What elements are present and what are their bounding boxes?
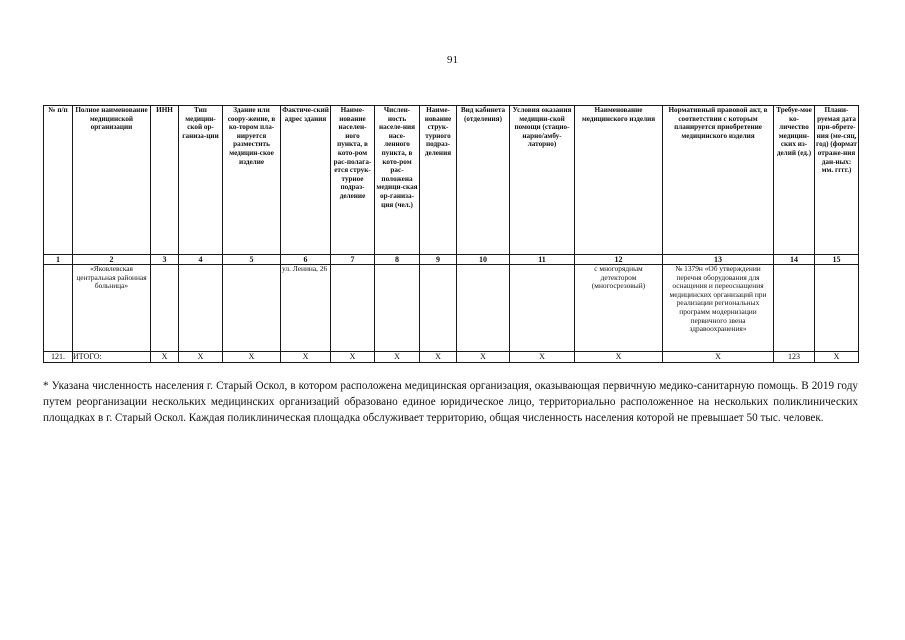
empty-cell: [815, 265, 859, 352]
device-name: с многорядным детектором (многосрезовый): [575, 265, 663, 352]
column-number: 15: [815, 255, 859, 265]
column-number: 12: [575, 255, 663, 265]
header-cell: Наиме-нование струк-турного подраз-деления: [420, 106, 457, 255]
equipment-table: [43, 105, 859, 363]
column-number: 1: [44, 255, 73, 265]
header-cell: Фактиче-ский адрес здания: [281, 106, 331, 255]
column-number: 3: [151, 255, 179, 265]
total-x-cell: Х: [281, 352, 331, 363]
total-quantity: 123: [774, 352, 815, 363]
total-x-cell: Х: [375, 352, 420, 363]
column-number: 13: [663, 255, 774, 265]
column-number: 5: [223, 255, 281, 265]
total-x-cell: Х: [510, 352, 575, 363]
header-cell: Числен-ность населе-ния насе-ленного пункта, в кото-ром рас-положена медици-ская ор-ганиза-ция (чел.): [375, 106, 420, 255]
header-cell: ИНН: [151, 106, 179, 255]
column-number: 14: [774, 255, 815, 265]
footnote: * Указана численность населения г. Старый Оскол, в котором расположена медицинская организация, оказывающая первичную медико-санитарную помощь. В 2019 году путем реорганизации нескольких медицинских организаций образовано единое юридическое лицо, территориально расположенное на нескольких поликлинических площадках в г. Старый Оскол. Каждая поликлиническая площадка обслуживает территорию, общая численность населения которой не превышает 50 тыс. человек.: [43, 380, 858, 425]
column-number: 6: [281, 255, 331, 265]
header-cell: Нормативный правовой акт, в соответствии с которым планируется приобретение медицинского изделия: [663, 106, 774, 255]
header-cell: Условия оказания медицин-ской помощи (стацио-нарно/амбу-латорно): [510, 106, 575, 255]
header-cell: Требуе-мое ко-личество медицин-ских из-делий (ед.): [774, 106, 815, 255]
table-row: [44, 265, 859, 352]
column-number: 4: [179, 255, 223, 265]
header-cell: Наименование медицинского изделия: [575, 106, 663, 255]
page-number: 91: [447, 54, 458, 66]
total-x-cell: Х: [815, 352, 859, 363]
header-cell: № п/п: [44, 106, 73, 255]
empty-cell: [420, 265, 457, 352]
total-x-cell: Х: [331, 352, 375, 363]
header-cell: Вид кабинета (отделения): [457, 106, 510, 255]
total-x-cell: Х: [179, 352, 223, 363]
total-row: [44, 352, 859, 363]
empty-cell: [375, 265, 420, 352]
column-number: 10: [457, 255, 510, 265]
column-number: 11: [510, 255, 575, 265]
empty-cell: [510, 265, 575, 352]
building-address: ул. Ленина, 26: [281, 265, 331, 352]
header-cell: Полное наименование медицинской организации: [73, 106, 151, 255]
empty-cell: [179, 265, 223, 352]
total-x-cell: Х: [151, 352, 179, 363]
empty-cell: [151, 265, 179, 352]
total-label: ИТОГО:: [73, 352, 151, 363]
legal-act: № 1379н «Об утверждении перечня оборудования для оснащения и переоснащения медицинских организаций при реализации региональных программ модернизации первичного звена здравоохранения»: [663, 265, 774, 352]
column-number: 2: [73, 255, 151, 265]
header-row: [44, 106, 859, 255]
column-number: 9: [420, 255, 457, 265]
total-x-cell: Х: [420, 352, 457, 363]
empty-cell: [223, 265, 281, 352]
column-number: 7: [331, 255, 375, 265]
organization-name: «Яковлевская центральная районная больница»: [73, 265, 151, 352]
total-x-cell: Х: [663, 352, 774, 363]
column-number-row: [44, 255, 859, 265]
empty-cell: [774, 265, 815, 352]
header-cell: Наиме-нование населен-ного пункта, в кото-ром рас-полага-ется струк-турное подраз-деление: [331, 106, 375, 255]
empty-cell: [44, 265, 73, 352]
total-row-number: 121.: [44, 352, 73, 363]
column-number: 8: [375, 255, 420, 265]
total-x-cell: Х: [223, 352, 281, 363]
header-cell: Тип медицин-ской ор-ганиза-ции: [179, 106, 223, 255]
header-cell: Здание или соору-жение, в ко-тором пла-нируется разместить медицин-ское изделие: [223, 106, 281, 255]
header-cell: Плани-руемая дата при-обрете-ния (ме-сяц, год) (формат отраже-ния дан-ных: мм. гггг.): [815, 106, 859, 255]
total-x-cell: Х: [575, 352, 663, 363]
total-x-cell: Х: [457, 352, 510, 363]
empty-cell: [457, 265, 510, 352]
empty-cell: [331, 265, 375, 352]
